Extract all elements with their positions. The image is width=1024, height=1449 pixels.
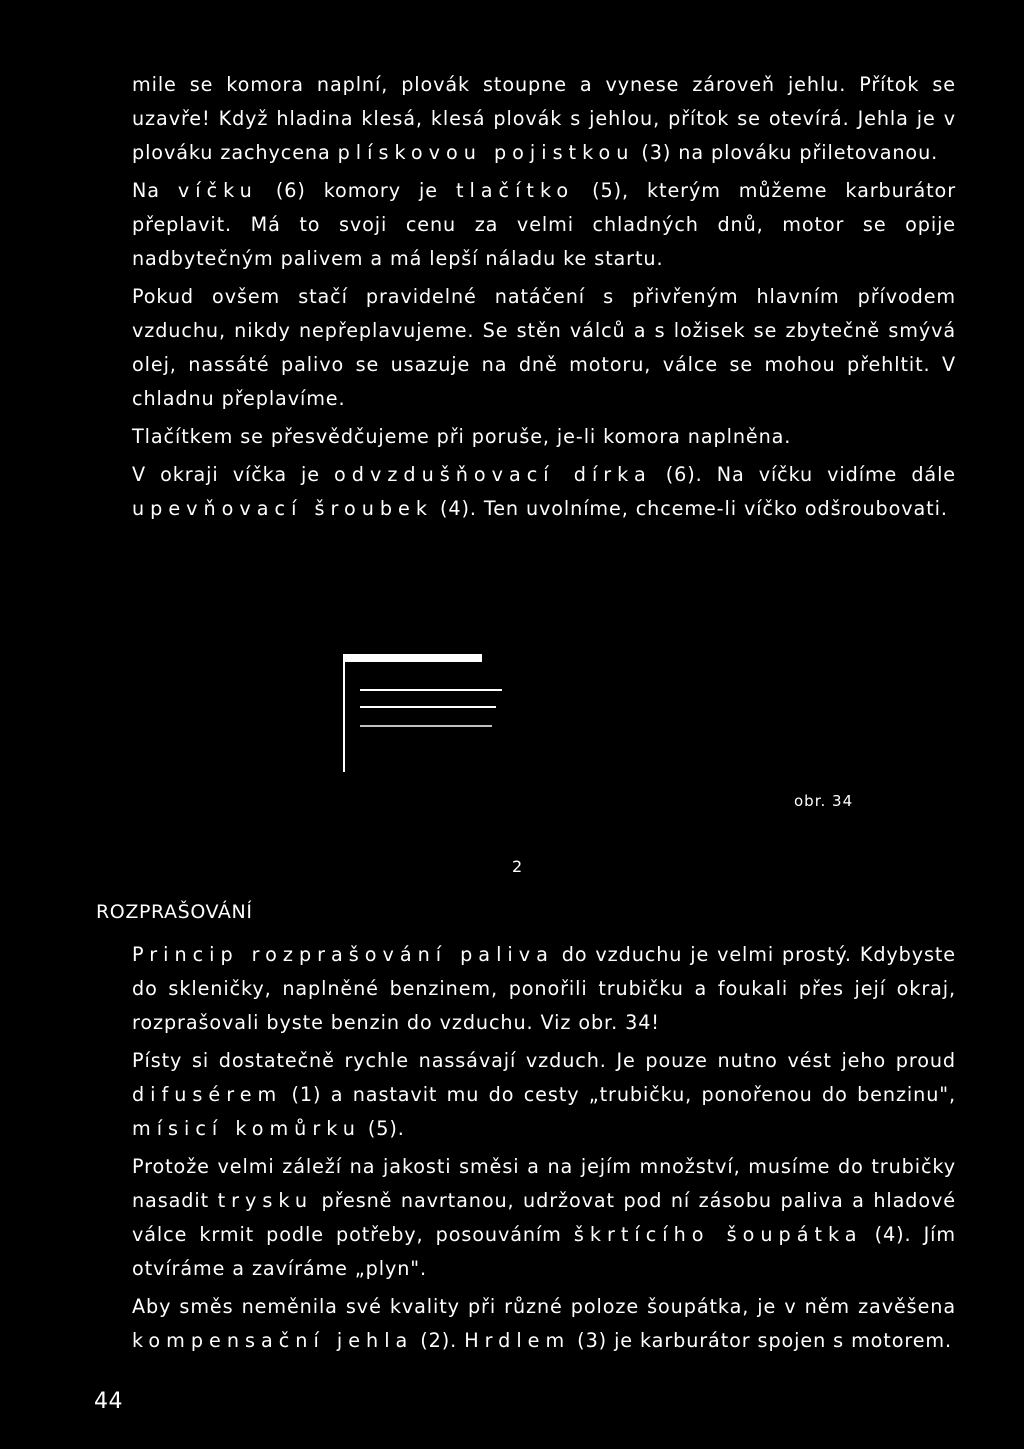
spaced-term: trysku <box>217 1189 314 1212</box>
spaced-term: Hrdlem <box>464 1329 571 1352</box>
paragraph-jet: Protože velmi záleží na jakosti směsi a na jejím množství, musíme do trubičky nasadit trysku přesně navrtanou, udržovat pod ní zásobu paliva a hladové válce krmit podle potřeby, posouváním škrtícího šoupátka (4). Jím otvíráme a zavíráme „plyn". <box>132 1155 956 1280</box>
spaced-term: škrtícího šoupátka <box>573 1223 863 1246</box>
paragraph-needle: Aby směs neměnila své kvality při různé poloze šoupátka, je v něm zavěšena kompensační jehla (2). Hrdlem (3) je karburátor spojen s motorem. <box>132 1295 956 1352</box>
section-number: 2 <box>512 857 523 876</box>
paragraph-cover-button: Na víčku (6) komory je tlačítko (5), kterým můžeme karburátor přeplavit. Má to svoji cenu za velmi chladných dnů, motor se opije nadbytečným palivem a má lepší náladu ke startu. <box>132 179 956 270</box>
figure-top-bar <box>344 654 482 662</box>
section-heading: ROZPRAŠOVÁNÍ <box>96 901 253 923</box>
spaced-term: víčku <box>177 179 258 202</box>
paragraph-check-chamber: Tlačítkem se přesvědčujeme při poruše, je-li komora naplněna. <box>132 425 792 448</box>
top-text-block <box>132 68 956 530</box>
paragraph-float-needle: mile se komora naplní, plovák stoupne a vynese zároveň jehlu. Přítok se uzavře! Když hladina klesá, klesá plovák s jehlou, přítok se otevírá. Jehla je v plováku zachycena plískovou pojistkou (3) na plováku přiletovanou. <box>132 73 956 164</box>
spaced-term: plískovou pojistkou <box>337 141 635 164</box>
figure-34-illustration <box>336 652 516 774</box>
spaced-term: kompensační jehla <box>132 1329 414 1352</box>
spaced-term: odvzdušňovací dírka <box>334 463 652 486</box>
spaced-term: tlačítko <box>455 179 575 202</box>
bottom-text-block <box>132 938 956 1362</box>
spaced-term: Princip rozprašování paliva <box>132 943 554 966</box>
spaced-term: mísicí komůrku <box>132 1117 361 1140</box>
paragraph-flooding: Pokud ovšem stačí pravidelné natáčení s přivřeným hlavním přívodem vzduchu, nikdy nepřeplavujeme. Se stěn válců a s ložisek se zbytečně smývá olej, nassáté palivo se usazuje na dně motoru, válce se mohou přehltit. V chladnu přeplavíme. <box>132 285 956 410</box>
figure-caption: obr. 34 <box>794 792 854 810</box>
paragraph-principle: Princip rozprašování paliva do vzduchu je velmi prostý. Kdybyste do skleničky, naplněné benzinem, ponořili trubičku a foukali přes její okraj, rozprašovali byste benzin do vzduchu. Viz obr. 34! <box>132 943 957 1034</box>
spaced-term: upevňovací šroubek <box>132 497 433 520</box>
spaced-term: difusérem <box>132 1083 283 1106</box>
paragraph-vent-hole: V okraji víčka je odvzdušňovací dírka (6). Na víčku vidíme dále upevňovací šroubek (4). Ten uvolníme, chceme-li víčko odšroubovati. <box>132 463 956 520</box>
page-number: 44 <box>94 1389 123 1414</box>
paragraph-diffuser: Písty si dostatečně rychle nassávají vzduch. Je pouze nutno vést jeho proud difusérem (1) a nastavit mu do cesty „trubičku, ponořenou do benzinu", mísicí komůrku (5). <box>132 1049 956 1140</box>
